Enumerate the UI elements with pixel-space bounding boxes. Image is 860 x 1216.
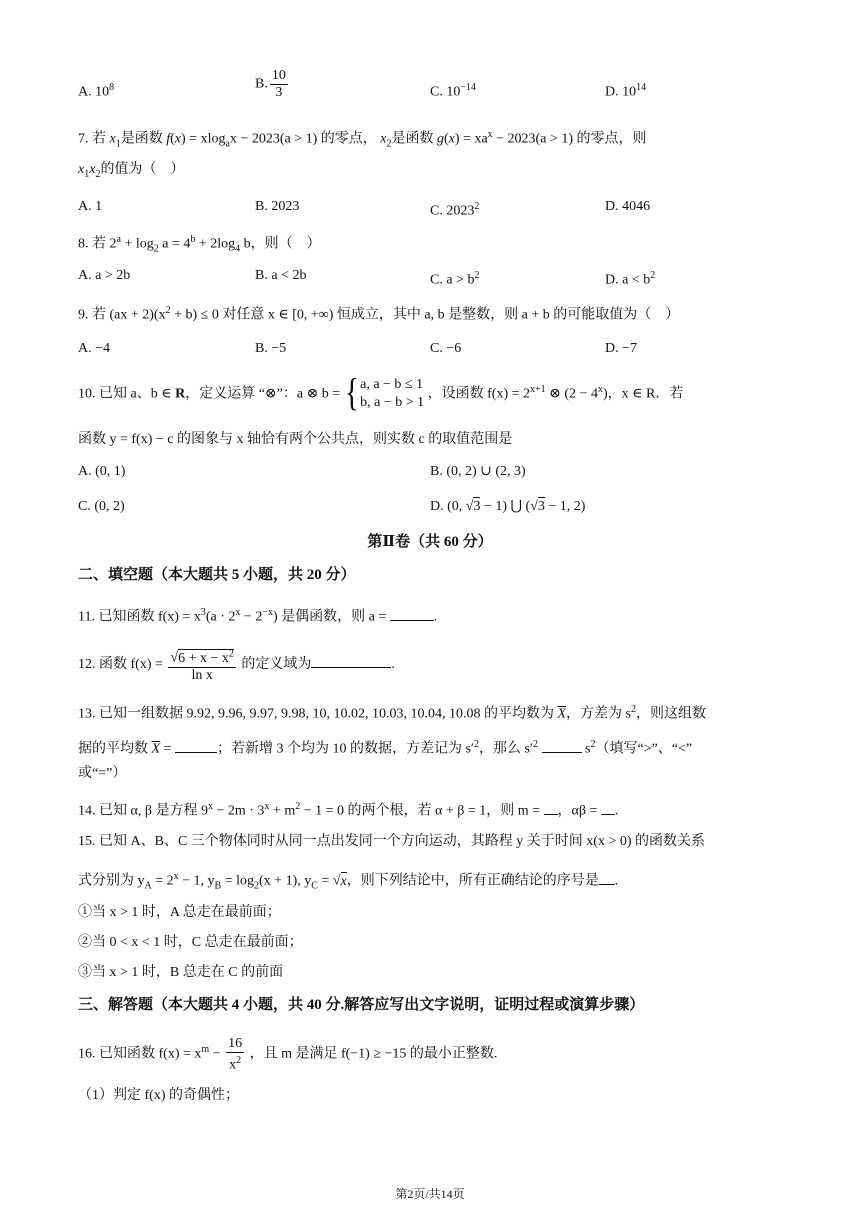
question-11: 11. 已知函数 $f(x) = x^3(a \cdot 2^x - 2^{-x})$ 是偶函数，则 a = . [78, 607, 438, 625]
option-c: C. 2023$^2$ [430, 201, 480, 219]
question-13-line-3: 或“=”） [78, 766, 127, 781]
option-b: B. −5 [255, 341, 287, 356]
question-10-line-2: 函数 y = f(x) − c 的图象与 x 轴恰有两个公共点，则实数 c 的取值范围是 [78, 432, 513, 447]
option-d: D. $10^{14}$ [605, 82, 647, 100]
option-b: B. 2023 [255, 199, 300, 214]
question-14: 14. 已知 α, β 是方程 $9^x - 2m \cdot 3^x + m^2 - 1 = 0$ 的两个根，若 α + β = 1，则 m = ，αβ = . [78, 801, 619, 819]
question-16-part-1: （1）判定 f(x) 的奇偶性； [78, 1088, 239, 1103]
option-c: C. −6 [430, 341, 462, 356]
question-7-line-1: 7. 若 $x_1$是函数 f(x) = xlog$_a$x − 2023(a > 1) 的零点， $x_2$是函数 $g(x) = xa^x - 2023(a > 1)$ 的零点，则 [78, 129, 647, 150]
statement-1: ①当 x > 1 时，A 总走在最前面； [78, 905, 281, 920]
question-10-line-1: 10. 已知 a、b ∈ R，定义运算 “⊗”：a ⊗ b = {a, a − b ≤ 1 b, a − b > 1 ，设函数 $f(x) = 2^{x+1}$ ⊗ $(2 - 4^x)$，x ∈ R．若 [78, 372, 684, 416]
option-d: D. $a < b^2$ [605, 270, 656, 288]
option-b: B. $\frac{10}{3}$ [255, 68, 286, 100]
option-d: D. (0, √3 − 1) ⋃ (√3 − 1, 2) [430, 499, 586, 514]
part-heading-fill-in: 二、填空题（本大题共 5 小题，共 20 分） [78, 567, 356, 583]
answer-blank[interactable] [175, 752, 217, 753]
option-a: A. 1 [78, 199, 103, 214]
option-c: C. $10^{-14}$ [430, 82, 476, 100]
part-heading-solutions: 三、解答题（本大题共 4 小题，共 40 分.解答应写出文字说明，证明过程或演算步骤） [78, 997, 645, 1013]
section-title: 第Ⅱ卷（共 60 分） [367, 534, 493, 550]
statement-2: ②当 0 < x < 1 时，C 总走在最前面； [78, 935, 303, 950]
question-8: 8. 若 $2^a + \log_2 a = 4^b + 2\log_4$ b，则（ ） [78, 234, 321, 255]
answer-blank[interactable] [542, 752, 582, 753]
option-c: C. $a > b^2$ [430, 270, 480, 288]
answer-blank[interactable] [390, 620, 434, 621]
question-13-line-2: 据的平均数 $\overline{X}$ = ；若新增 3 个均为 10 的数据，方差记为 $s'^2$，那么 $s'^2$ $s^2$（填写“>”、“<” [78, 739, 693, 757]
answer-blank[interactable] [599, 884, 615, 885]
answer-blank[interactable] [311, 667, 391, 668]
option-b: B. (0, 2) ∪ (2, 3) [430, 464, 526, 479]
question-15-line-1: 15. 已知 A、B、C 三个物体同时从同一点出发同一个方向运动，其路程 y 关于时间 x(x > 0) 的函数关系 [78, 834, 706, 849]
question-15-line-2: 式分别为 $y_A = 2^x - 1$, $y_B = \log_2(x + 1)$, $y_C = √x$，则下列结论中，所有正确结论的序号是 . [78, 871, 619, 892]
answer-blank[interactable] [601, 814, 615, 815]
option-a: A. −4 [78, 341, 111, 356]
option-c: C. (0, 2) [78, 499, 125, 514]
question-16: 16. 已知函数 $f(x) = x^m$ − $\frac{16}{x^2}$ ，且 m 是满足 f(−1) ≥ −15 的最小正整数. [78, 1035, 498, 1073]
question-13-line-1: 13. 已知一组数据 9.92, 9.96, 9.97, 9.98, 10, 10.02, 10.03, 10.04, 10.08 的平均数为 $\overline{X}$，方差为 $s^2$，则这组数 [78, 704, 707, 722]
option-b: B. a < 2b [255, 268, 307, 283]
question-9: 9. 若 $(ax + 2)(x^2 + b) \le 0$ 对任意 x ∈ [0, +∞) 恒成立，其中 a, b 是整数，则 a + b 的可能取值为（ ） [78, 305, 680, 323]
statement-3: ③当 x > 1 时，B 总走在 C 的前面 [78, 965, 284, 980]
option-a: A. $10^8$ [78, 82, 115, 100]
option-a: A. a > 2b [78, 268, 131, 283]
answer-blank[interactable] [544, 814, 558, 815]
option-d: D. 4046 [605, 199, 651, 214]
option-d: D. −7 [605, 341, 638, 356]
question-12: 12. 函数 f(x) = $\frac{√6 + x - x^2}{\text{ln x}}$ 的定义域为 . [78, 647, 395, 683]
question-7-line-2: $x_1x_2$的值为（ ） [78, 162, 185, 180]
page-footer: 第2页/共14页 [395, 1187, 465, 1201]
option-a: A. (0, 1) [78, 464, 126, 479]
